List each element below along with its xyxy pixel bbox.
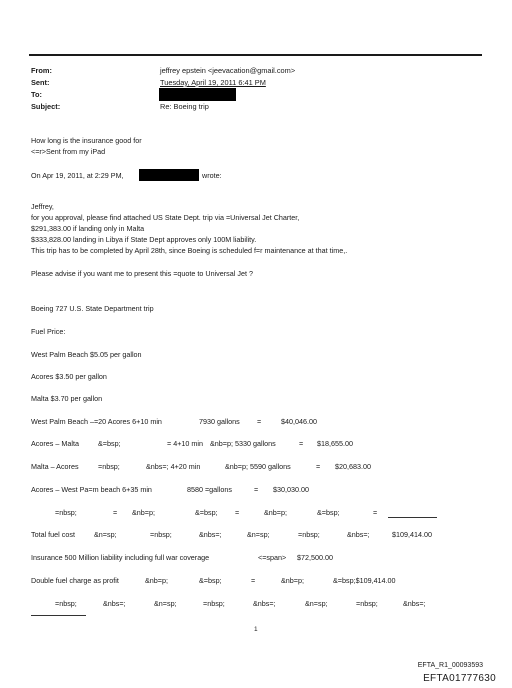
para-2: for you approval, please find attached US State Dept. trip via =Universal Jet Charter, [31, 213, 300, 222]
page-number: 1 [254, 626, 258, 633]
row5-col7: &=bsp; [317, 508, 340, 517]
row6-col5: &n=sp; [247, 530, 270, 539]
row7-col1: Insurance 500 Million liability including full war coverage [31, 553, 210, 562]
row8-col1: Double fuel charge as profit [31, 576, 119, 585]
row3-col6: $20,683.00 [335, 462, 371, 471]
fuel-price-malta: Malta $3.70 per gallon [31, 394, 103, 403]
body-line-1: How long is the insurance good for [31, 136, 142, 145]
fuel-price-label: Fuel Price: [31, 327, 66, 336]
row2-col2: &=bsp; [98, 439, 121, 448]
row8-col4: = [251, 576, 256, 585]
row1-col2: 7930 gallons [199, 417, 240, 426]
para-3: $291,383.00 if landing only in Malta [31, 224, 145, 233]
row6-col7: &nbs=; [347, 530, 370, 539]
subject-label: Subject: [31, 102, 61, 111]
row2-col6: $18,655.00 [317, 439, 353, 448]
row3-col3: &nbs=; 4+20 min [146, 462, 201, 471]
row1-col3: = [257, 417, 262, 426]
row9-col4: =nbsp; [203, 599, 225, 608]
row2-col1: Acores – Malta [31, 439, 79, 448]
row8-col5: &nb=p; [281, 576, 304, 585]
fuel-price-acores: Acores $3.50 per gallon [31, 372, 107, 381]
row5-col1: =nbsp; [55, 508, 77, 517]
row7-col3: $72,500.00 [297, 553, 333, 562]
row5-col8: = [373, 508, 378, 517]
quote-prefix: On Apr 19, 2011, at 2:29 PM, [31, 171, 124, 180]
row1-col1: West Palm Beach –=20 Acores 6+10 min [31, 417, 162, 426]
body-line-2: <=r>Sent from my iPad [31, 147, 106, 156]
row3-col4: &nb=p; 5590 gallons [225, 462, 291, 471]
from-value: jeffrey epstein <jeevacation@gmail.com> [160, 66, 296, 75]
para-5: This trip has to be completed by April 28th, since Boeing is scheduled f=r maintenance at that time,. [31, 246, 348, 255]
row9-col8: &nbs=; [403, 599, 426, 608]
para-4: $333,828.00 landing in Libya if State Dept approves only 100M liability. [31, 235, 257, 244]
row9-col2: &nbs=; [103, 599, 126, 608]
para-6: Please advise if you want me to present this =quote to Universal Jet ? [31, 269, 253, 278]
row6-col3: =nbsp; [150, 530, 172, 539]
row5-col2: = [113, 508, 118, 517]
footer-bates-small: EFTA_R1_00093593 [417, 662, 483, 669]
row6-col4: &nbs=; [199, 530, 222, 539]
from-label: From: [31, 66, 52, 75]
fuel-price-wpb: West Palm Beach $5.05 per gallon [31, 350, 142, 359]
row4-col1: Acores – West Pa=m beach 6+35 min [31, 485, 152, 494]
footer-bates-number: EFTA01777630 [423, 673, 496, 684]
row5-col3: &nb=p; [132, 508, 155, 517]
row4-col4: $30,030.00 [273, 485, 309, 494]
subject-value: Re: Boeing trip [160, 102, 209, 111]
row9-col5: &nbs=; [253, 599, 276, 608]
para-1: Jeffrey, [31, 202, 54, 211]
row8-col6: &=bsp;$109,414.00 [333, 576, 396, 585]
row3-col5: = [316, 462, 321, 471]
sent-value: Tuesday, April 19, 2011 6:41 PM [160, 78, 266, 87]
row2-col4: &nb=p; 5330 gallons [210, 439, 276, 448]
row9-underline [31, 615, 86, 616]
row5-col4: &=bsp; [195, 508, 218, 517]
row9-col7: =nbsp; [356, 599, 378, 608]
row5-underline [388, 517, 437, 518]
row8-col2: &nb=p; [145, 576, 168, 585]
row5-col5: = [235, 508, 240, 517]
row2-col5: = [299, 439, 304, 448]
header-rule [29, 54, 482, 56]
row3-col1: Malta – Acores [31, 462, 79, 471]
row2-col3: = 4+10 min [167, 439, 203, 448]
row1-col4: $40,046.00 [281, 417, 317, 426]
row5-col6: &nb=p; [264, 508, 287, 517]
to-label: To: [31, 90, 42, 99]
row6-total: $109,414.00 [392, 530, 432, 539]
quote-suffix: wrote: [202, 171, 222, 180]
row6-col6: =nbsp; [298, 530, 320, 539]
row4-col2: 8580 =gallons [187, 485, 232, 494]
row7-col2: <=span> [258, 553, 287, 562]
redaction-sender [139, 169, 199, 181]
row9-col6: &n=sp; [305, 599, 328, 608]
row8-col3: &=bsp; [199, 576, 222, 585]
sent-label: Sent: [31, 78, 50, 87]
row6-col1: Total fuel cost [31, 530, 75, 539]
trip-title: Boeing 727 U.S. State Department trip [31, 304, 154, 313]
row3-col2: =nbsp; [98, 462, 120, 471]
redaction-to [159, 88, 236, 101]
row4-col3: = [254, 485, 259, 494]
row6-col2: &n=sp; [94, 530, 117, 539]
row9-col1: =nbsp; [55, 599, 77, 608]
row9-col3: &n=sp; [154, 599, 177, 608]
